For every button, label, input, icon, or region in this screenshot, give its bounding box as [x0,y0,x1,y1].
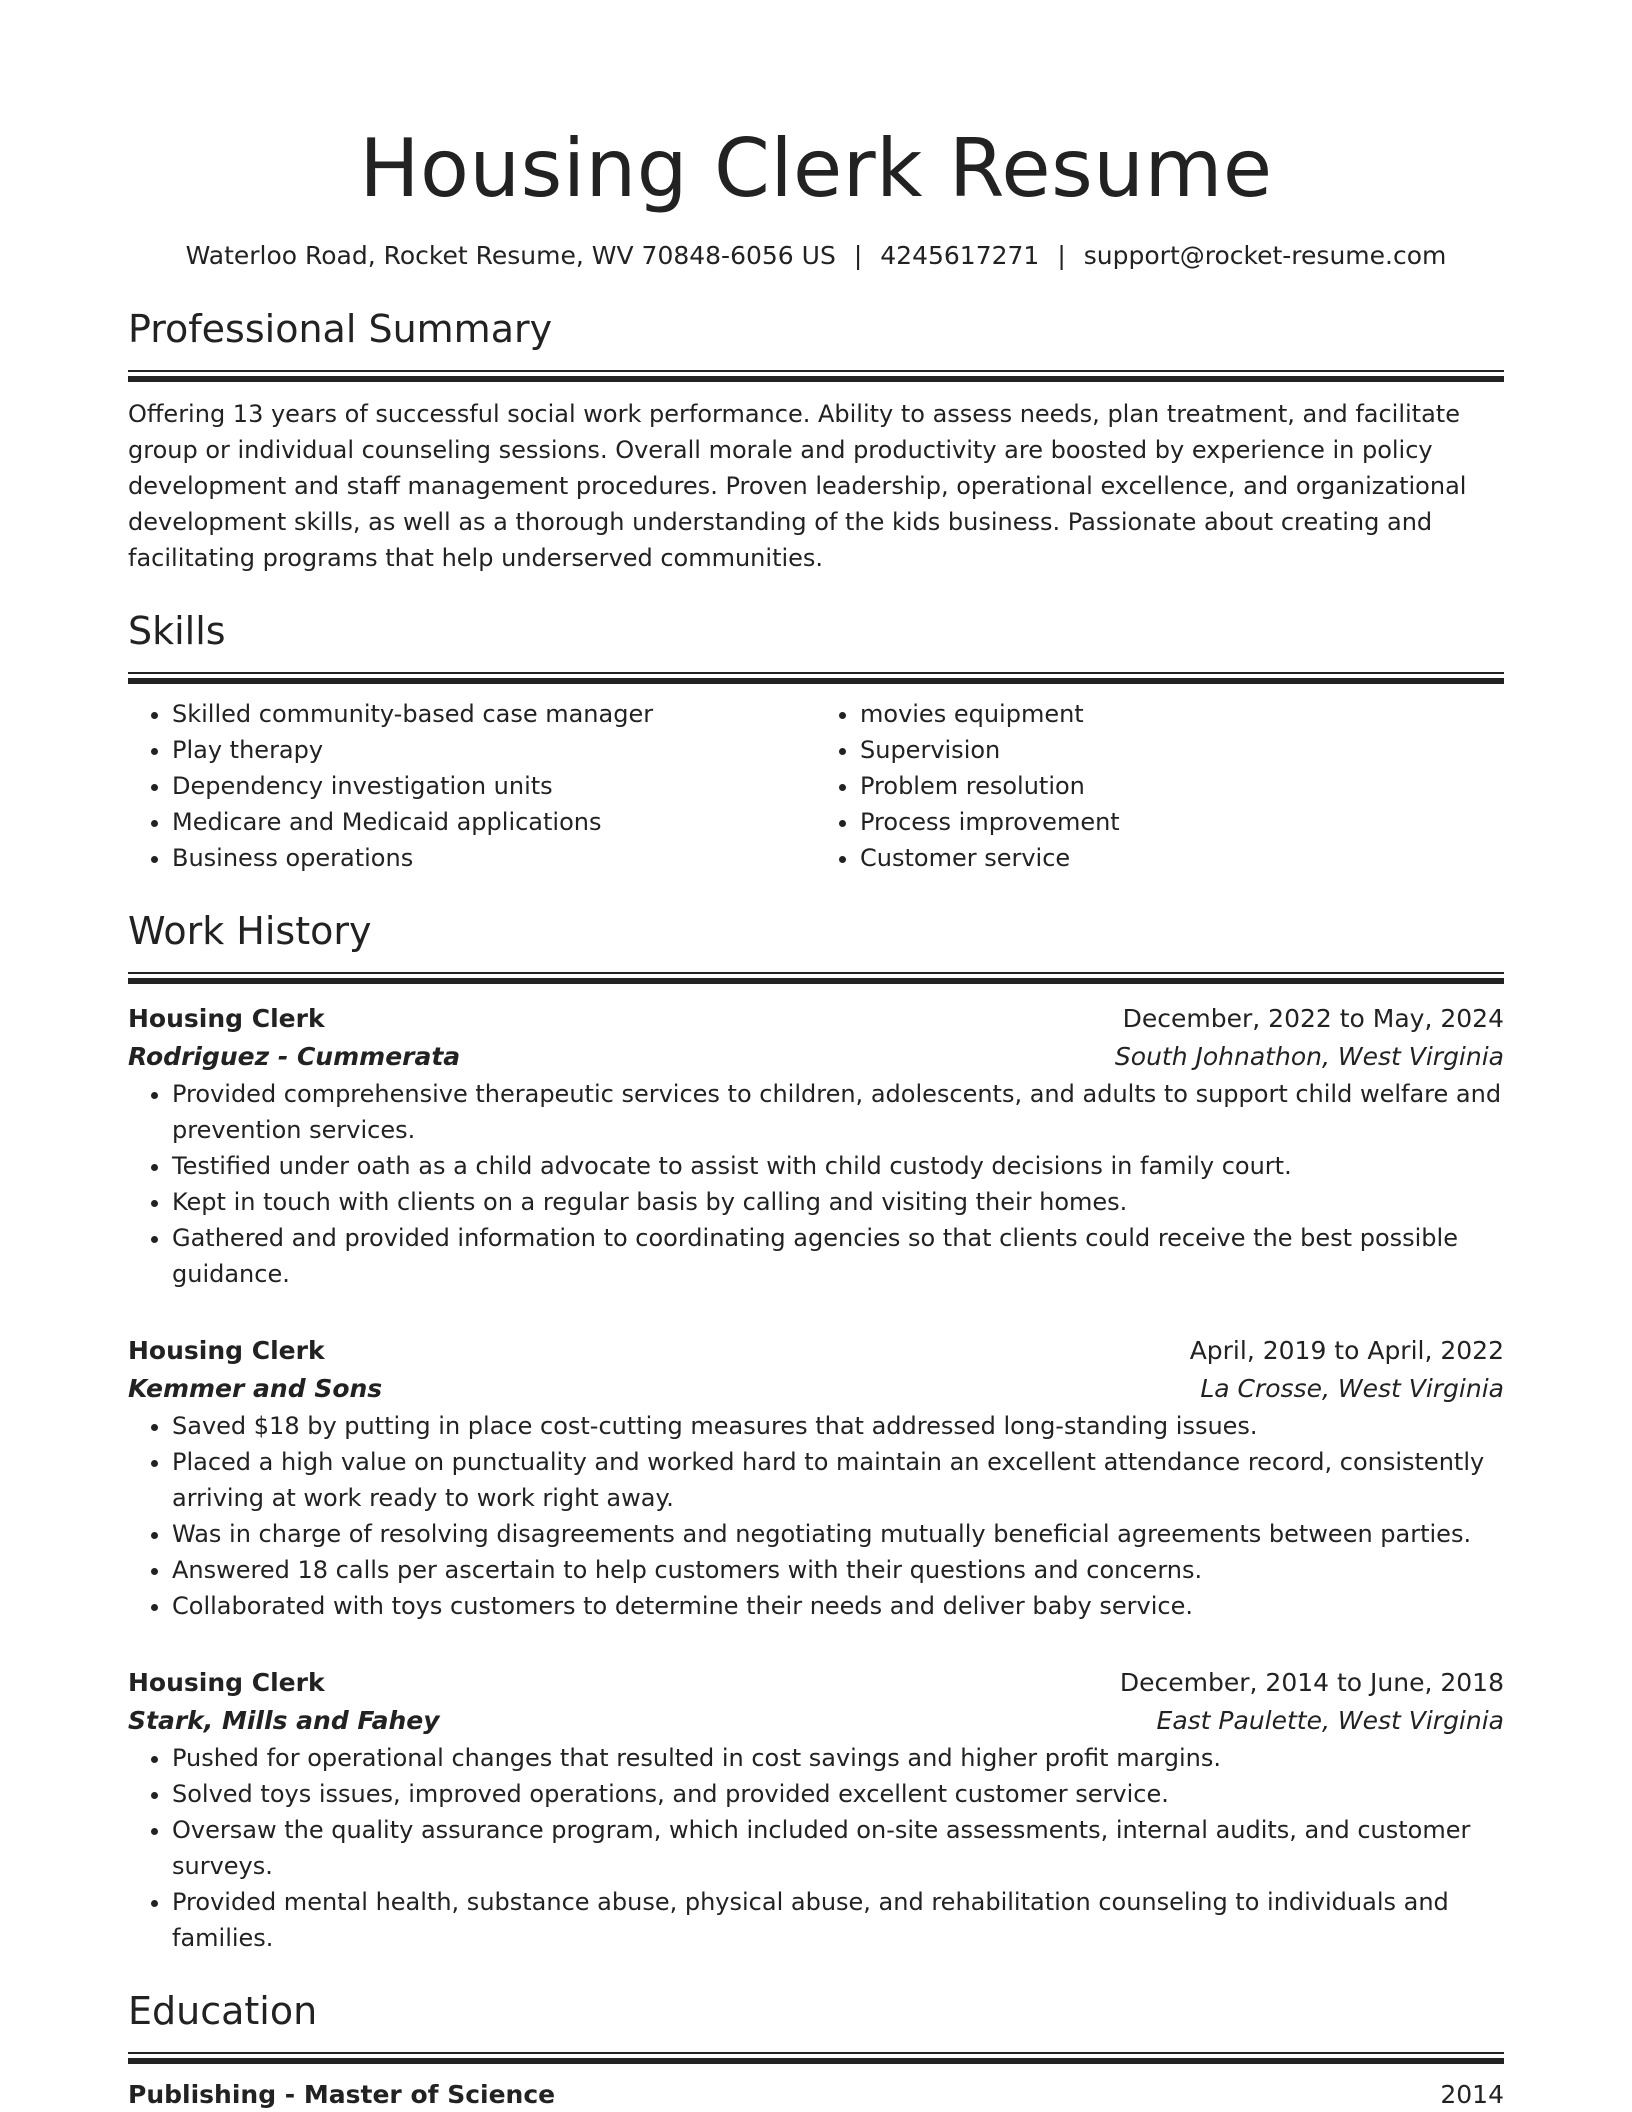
contact-address: Waterloo Road, Rocket Resume, WV 70848-6056 US [185,241,836,270]
contact-separator: | [1057,241,1066,270]
job-entry [128,1332,1504,1624]
job-entry [128,1664,1504,1956]
job-bullet: • Solved toys issues, improved operations, and provided excellent customer service. [172,1776,1504,1812]
job-bullet: • Kept in touch with clients on a regular basis by calling and visiting their homes. [172,1184,1504,1220]
section-divider [128,2052,1504,2062]
job-bullet: • Saved $18 by putting in place cost-cutting measures that addressed long-standing issues. [172,1408,1504,1444]
section-divider [128,972,1504,982]
job-bullets [128,1076,1504,1292]
section-divider [128,370,1504,380]
job-dates: December, 2022 to May, 2024 [1122,1004,1504,1033]
job-company: Kemmer and Sons [128,1374,383,1403]
job-bullets [128,1740,1504,1956]
skills-grid [128,696,1504,876]
job-title: Housing Clerk [128,1004,325,1033]
job-location: La Crosse, West Virginia [1200,1374,1504,1403]
job-company: Rodriguez - Cummerata [128,1042,461,1071]
education-heading: Education [128,1989,318,2033]
work-history-heading: Work History [128,909,372,953]
job-entry [128,1000,1504,1292]
job-bullet: • Answered 18 calls per ascertain to help customers with their questions and concerns. [172,1552,1504,1588]
job-header-row [128,1664,1504,1702]
job-header-row [128,1000,1504,1038]
education-entry [128,2076,1504,2112]
job-bullet: • Pushed for operational changes that resulted in cost savings and higher profit margins. [172,1740,1504,1776]
contact-line [128,238,1504,274]
contact-email: support@rocket-resume.com [1083,241,1447,270]
skill-item: • Skilled community-based case manager [172,696,816,732]
job-bullets [128,1408,1504,1624]
resume-title: Housing Clerk Resume [359,122,1273,215]
skills-column-left [128,696,816,876]
skills-heading: Skills [128,609,226,653]
skill-item: • movies equipment [860,696,1504,732]
section-divider [128,672,1504,682]
summary-section [128,304,1504,576]
summary-text: Offering 13 years of successful social work performance. Ability to assess needs, plan treatment, and facilitate group or individual counseling sessions. Overall morale and productivity are boosted by experience in policy development and staff management procedures. Proven leadership, operational excellence, and organizational development skills, as well as a thorough understanding of the kids business. Passionate about creating and facilitating programs that help underserved communities. [128,400,1467,572]
education-section [128,1986,1504,2112]
job-bullet: • Placed a high value on punctuality and worked hard to maintain an excellent attendance record, consistently arriving at work ready to work right away. [172,1444,1504,1516]
job-header-row [128,1332,1504,1370]
skill-item: • Medicare and Medicaid applications [172,804,816,840]
job-title: Housing Clerk [128,1668,325,1697]
skill-item: • Problem resolution [860,768,1504,804]
skill-item: • Business operations [172,840,816,876]
skill-item: • Dependency investigation units [172,768,816,804]
work-history-section [128,906,1504,1956]
education-degree: Publishing - Master of Science [128,2080,556,2109]
job-dates: April, 2019 to April, 2022 [1189,1336,1504,1365]
job-company-row [128,1038,1504,1076]
skill-item: • Play therapy [172,732,816,768]
job-title: Housing Clerk [128,1336,325,1365]
skill-item: • Customer service [860,840,1504,876]
skill-item: • Process improvement [860,804,1504,840]
skills-section [128,606,1504,876]
contact-separator: | [853,241,863,270]
job-bullet: • Provided mental health, substance abuse, physical abuse, and rehabilitation counseling to individuals and families. [172,1884,1504,1956]
job-bullet: • Testified under oath as a child advocate to assist with child custody decisions in family court. [172,1148,1504,1184]
skills-column-right [816,696,1504,876]
job-bullet: • Gathered and provided information to coordinating agencies so that clients could receive the best possible guidance. [172,1220,1504,1292]
summary-heading: Professional Summary [128,307,553,351]
job-location: South Johnathon, West Virginia [1114,1042,1504,1071]
job-dates: December, 2014 to June, 2018 [1119,1668,1504,1697]
job-bullet: • Was in charge of resolving disagreements and negotiating mutually beneficial agreements between parties. [172,1516,1504,1552]
job-company: Stark, Mills and Fahey [128,1706,440,1735]
job-bullet: • Collaborated with toys customers to determine their needs and deliver baby service. [172,1588,1504,1624]
job-bullet: • Oversaw the quality assurance program, which included on-site assessments, internal audits, and customer surveys. [172,1812,1504,1884]
job-location: East Paulette, West Virginia [1156,1706,1504,1735]
education-year: 2014 [1440,2080,1504,2109]
job-company-row [128,1370,1504,1408]
job-company-row [128,1702,1504,1740]
skill-item: • Supervision [860,732,1504,768]
contact-phone: 4245617271 [880,241,1040,270]
job-bullet: • Provided comprehensive therapeutic services to children, adolescents, and adults to support child welfare and prevention services. [172,1076,1504,1148]
